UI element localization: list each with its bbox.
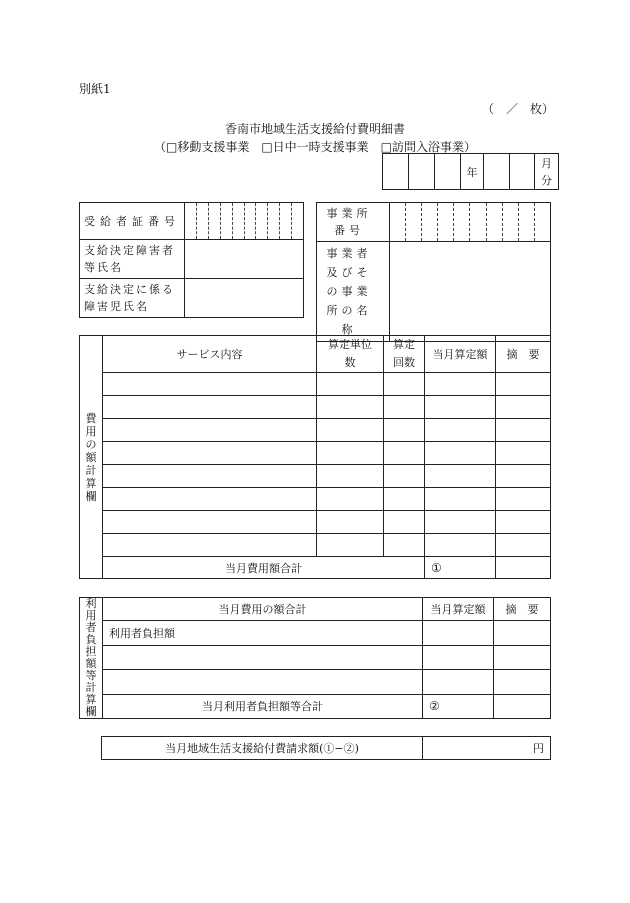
burden-calculation-table [79, 597, 551, 719]
col-service: サービス内容 [176, 348, 243, 361]
year-label: 年 [466, 165, 478, 179]
table-row [80, 465, 551, 488]
month-label: 月分 [541, 156, 552, 187]
table-row [80, 373, 551, 396]
claim-amount-field[interactable] [423, 737, 551, 760]
table-row [80, 534, 551, 557]
burden-col-amount: 当月算定額 [430, 603, 486, 617]
child-field[interactable] [185, 279, 304, 318]
burden-col-header: 当月費用の額合計 [218, 603, 307, 617]
office-info-table [316, 202, 551, 342]
col-amount: 当月算定額 [432, 348, 488, 361]
burden-row-label: 利用者負担額 [109, 627, 175, 641]
recipient-cert-label: 受給者証番号 [84, 215, 180, 228]
office-number-label: 事業所番号 [326, 207, 372, 237]
cost-calculation-table [79, 335, 551, 579]
burden-col-remarks: 摘 要 [505, 603, 539, 617]
claim-amount-table [101, 736, 551, 760]
office-number-field[interactable] [390, 203, 551, 242]
table-row [80, 645, 551, 669]
table-row [80, 511, 551, 534]
table-row [80, 488, 551, 511]
attachment-label: 別紙1 [79, 82, 111, 96]
col-count: 算定回数 [393, 338, 415, 369]
recipient-cert-field[interactable] [185, 203, 304, 240]
claim-label: 当月地域生活支援給付費請求額(①−②) [165, 742, 359, 755]
office-name-field[interactable] [390, 242, 551, 342]
burden-section-label: 利用者負担額等計算欄 [85, 597, 97, 718]
cost-total-label: 当月費用額合計 [225, 561, 302, 575]
col-units: 算定単位数 [328, 338, 372, 369]
table-row [80, 442, 551, 465]
year-month-box [382, 153, 559, 190]
col-remarks: 摘 要 [506, 348, 540, 361]
table-row [80, 419, 551, 442]
table-row [80, 670, 551, 694]
table-row [80, 396, 551, 419]
sheet-count: （ ／ 枚） [482, 102, 555, 116]
burden-total-label: 当月利用者負担額等合計 [202, 700, 323, 714]
form-subtitle: （□移動支援事業 □日中一時支援事業 □訪問入浴事業） [153, 140, 477, 154]
office-name-label: 事業者及びその事業所の名称 [326, 247, 372, 336]
disabled-person-label: 支給決定障害者等氏名 [84, 244, 175, 274]
cost-section-label: 費用の額計算欄 [85, 411, 97, 503]
form-title: 香南市地域生活支援給付費明細書 [224, 122, 405, 136]
recipient-info-table [79, 202, 304, 318]
cost-total-mark: ① [431, 560, 442, 575]
burden-total-mark: ② [429, 699, 440, 714]
claim-unit: 円 [533, 742, 544, 755]
child-label: 支給決定に係る障害児氏名 [84, 283, 175, 313]
disabled-person-field[interactable] [185, 240, 304, 279]
